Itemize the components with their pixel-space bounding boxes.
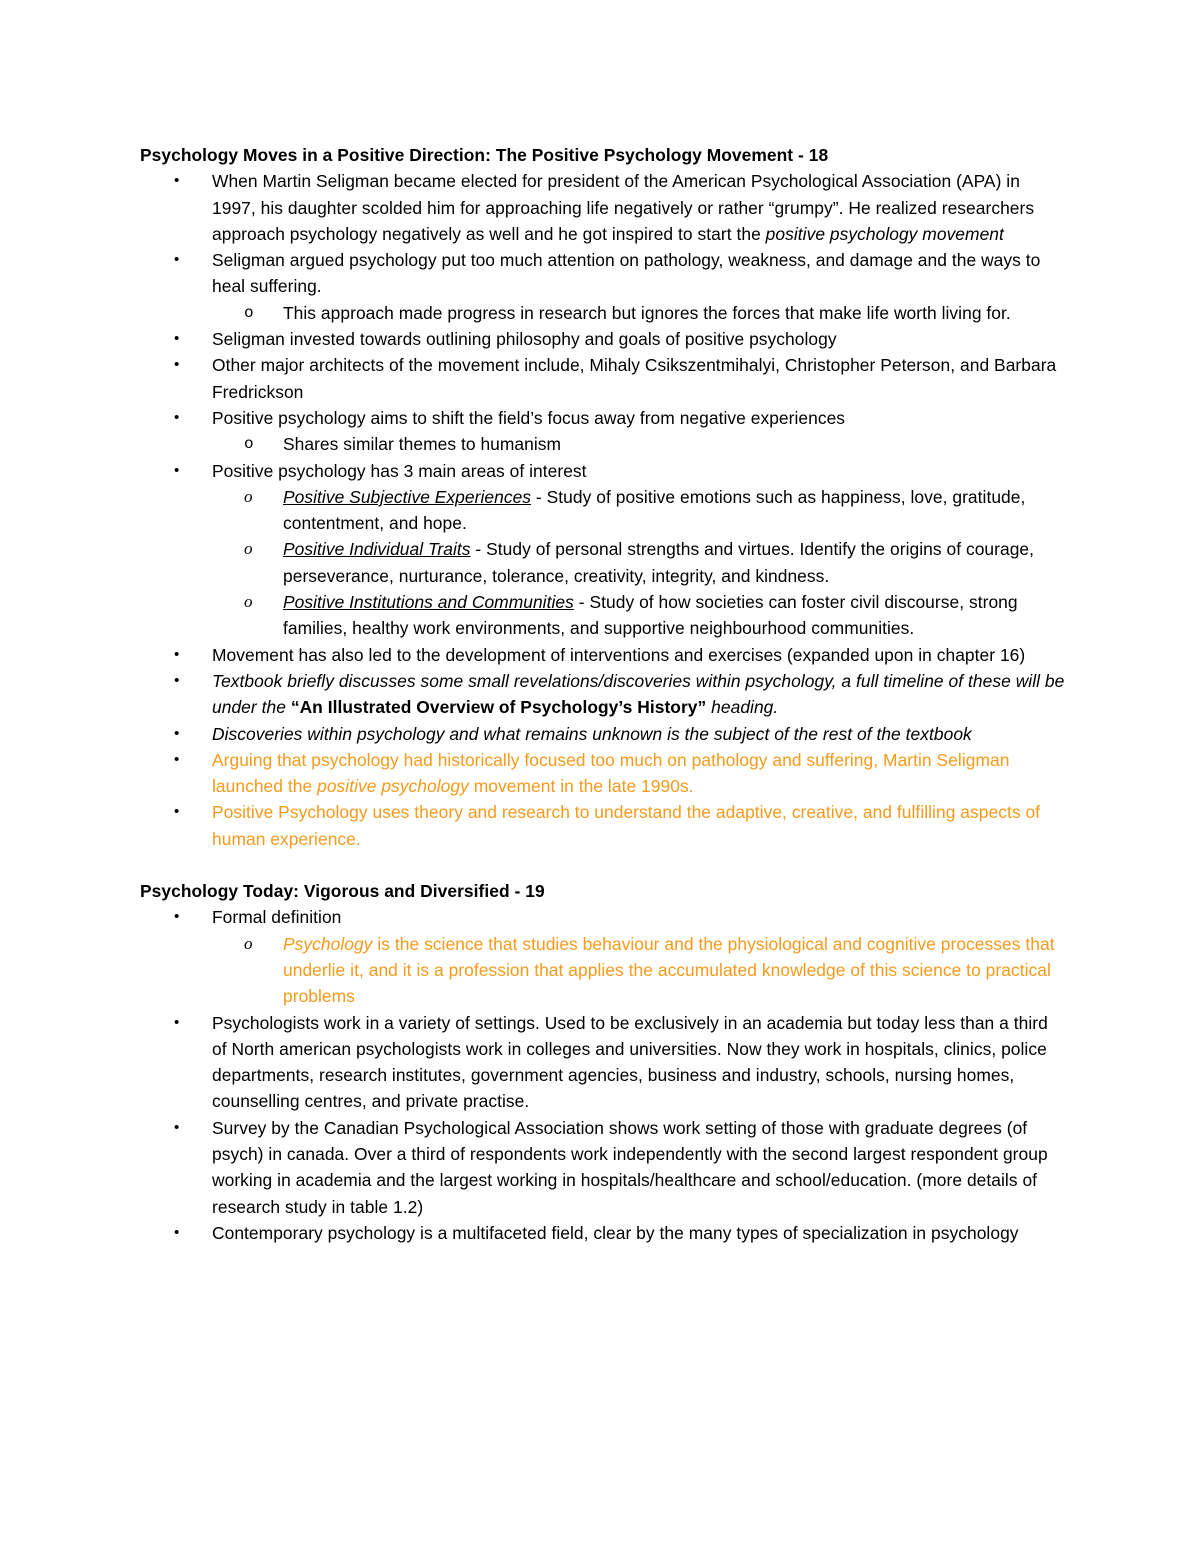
list-item: • Positive psychology has 3 main areas of interest xyxy=(140,458,1065,484)
list-item-highlighted: • Arguing that psychology had historically focused too much on pathology and suffering, Martin Seligman launched the positive psychology movement in the late 1990s. xyxy=(140,747,1065,800)
list-item: • When Martin Seligman became elected for president of the American Psychological Association (APA) in 1997, his daughter scolded him for approaching life negatively or rather “grumpy”. He realized researchers approach psychology negatively as well and he got inspired to start the positive psychology movement xyxy=(140,168,1065,247)
term-positive-individual-traits: Positive Individual Traits xyxy=(283,539,471,560)
list-item: • Positive psychology aims to shift the field’s focus away from negative experiences xyxy=(140,405,1065,431)
sub-list-item: o Shares similar themes to humanism xyxy=(140,431,1065,457)
bullet-icon: • xyxy=(174,750,180,768)
bullet-icon: • xyxy=(174,461,180,479)
sub-bullet-icon: o xyxy=(244,539,253,559)
bullet-icon: • xyxy=(174,908,180,926)
sub-list-item: o Positive Subjective Experiences - Study of positive emotions such as happiness, love, gratitude, contentment, and hope. xyxy=(140,484,1065,537)
bullet-icon: • xyxy=(174,251,180,269)
sub-list-item: o Positive Institutions and Communities - Study of how societies can foster civil discourse, strong families, healthy work environments, and supportive neighbourhood communities. xyxy=(140,589,1065,642)
sub-list-item-highlighted: o Psychology is the science that studies behaviour and the physiological and cognitive processes that underlie it, and it is a profession that applies the accumulated knowledge of this science to practical problems xyxy=(140,931,1065,1010)
bullet-list xyxy=(140,904,1065,1246)
list-item: • Textbook briefly discusses some small revelations/discoveries within psychology, a full timeline of these will be under the “An Illustrated Overview of Psychology’s History” heading. xyxy=(140,668,1065,721)
sub-bullet-icon: o xyxy=(244,933,253,953)
bullet-list xyxy=(140,168,1065,852)
list-item: • Movement has also led to the development of interventions and exercises (expanded upon in chapter 16) xyxy=(140,642,1065,668)
paragraph-gap xyxy=(140,852,1065,878)
sub-list-item: o Positive Individual Traits - Study of personal strengths and virtues. Identify the origins of courage, perseverance, nurturance, tolerance, creativity, integrity, and kindness. xyxy=(140,536,1065,589)
document-page xyxy=(140,142,1065,1246)
list-item-highlighted: • Positive Psychology uses theory and research to understand the adaptive, creative, and fulfilling aspects of human experience. xyxy=(140,799,1065,852)
bullet-icon: • xyxy=(174,1013,180,1031)
list-item: • Discoveries within psychology and what remains unknown is the subject of the rest of the textbook xyxy=(140,721,1065,747)
list-item: • Psychologists work in a variety of settings. Used to be exclusively in an academia but today less than a third of North american psychologists work in colleges and universities. Now they work in hospitals, clinics, police departments, research institutes, government agencies, business and industry, schools, nursing homes, counselling centres, and private practise. xyxy=(140,1010,1065,1115)
bullet-icon: • xyxy=(174,724,180,742)
list-item: • Other major architects of the movement include, Mihaly Csikszentmihalyi, Christopher Peterson, and Barbara Fredrickson xyxy=(140,352,1065,405)
list-item: • Survey by the Canadian Psychological Association shows work setting of those with graduate degrees (of psych) in canada. Over a third of respondents work independently with the second largest respondent group working in academia and the largest working in hospitals/healthcare and school/education. (more details of research study in table 1.2) xyxy=(140,1115,1065,1220)
bullet-icon: • xyxy=(174,330,180,348)
section-heading-positive-psychology: Psychology Moves in a Positive Direction: The Positive Psychology Movement - 18 xyxy=(140,145,829,165)
sub-bullet-icon: o xyxy=(244,303,254,322)
term-positive-subjective-experiences: Positive Subjective Experiences xyxy=(283,486,532,507)
sub-list-item: o This approach made progress in research but ignores the forces that make life worth living for. xyxy=(140,300,1065,326)
sub-bullet-icon: o xyxy=(244,435,254,454)
list-item: • Seligman argued psychology put too much attention on pathology, weakness, and damage and the ways to heal suffering. xyxy=(140,247,1065,300)
list-item: • Contemporary psychology is a multifaceted field, clear by the many types of specialization in psychology xyxy=(140,1220,1065,1246)
section-heading-psychology-today: Psychology Today: Vigorous and Diversified - 19 xyxy=(140,881,545,902)
list-item: • Seligman invested towards outlining philosophy and goals of positive psychology xyxy=(140,326,1065,352)
bullet-icon: • xyxy=(174,356,180,374)
list-item: • Formal definition xyxy=(140,904,1065,930)
bullet-icon: • xyxy=(174,803,180,821)
bullet-icon: • xyxy=(174,408,180,426)
bullet-icon: • xyxy=(174,645,180,663)
bullet-icon: • xyxy=(174,1118,180,1136)
bullet-icon: • xyxy=(174,1223,180,1241)
bullet-icon: • xyxy=(174,172,180,190)
bullet-icon: • xyxy=(174,671,180,689)
sub-bullet-icon: o xyxy=(244,592,253,612)
sub-bullet-icon: o xyxy=(244,486,253,506)
term-positive-institutions: Positive Institutions and Communities xyxy=(283,592,574,613)
